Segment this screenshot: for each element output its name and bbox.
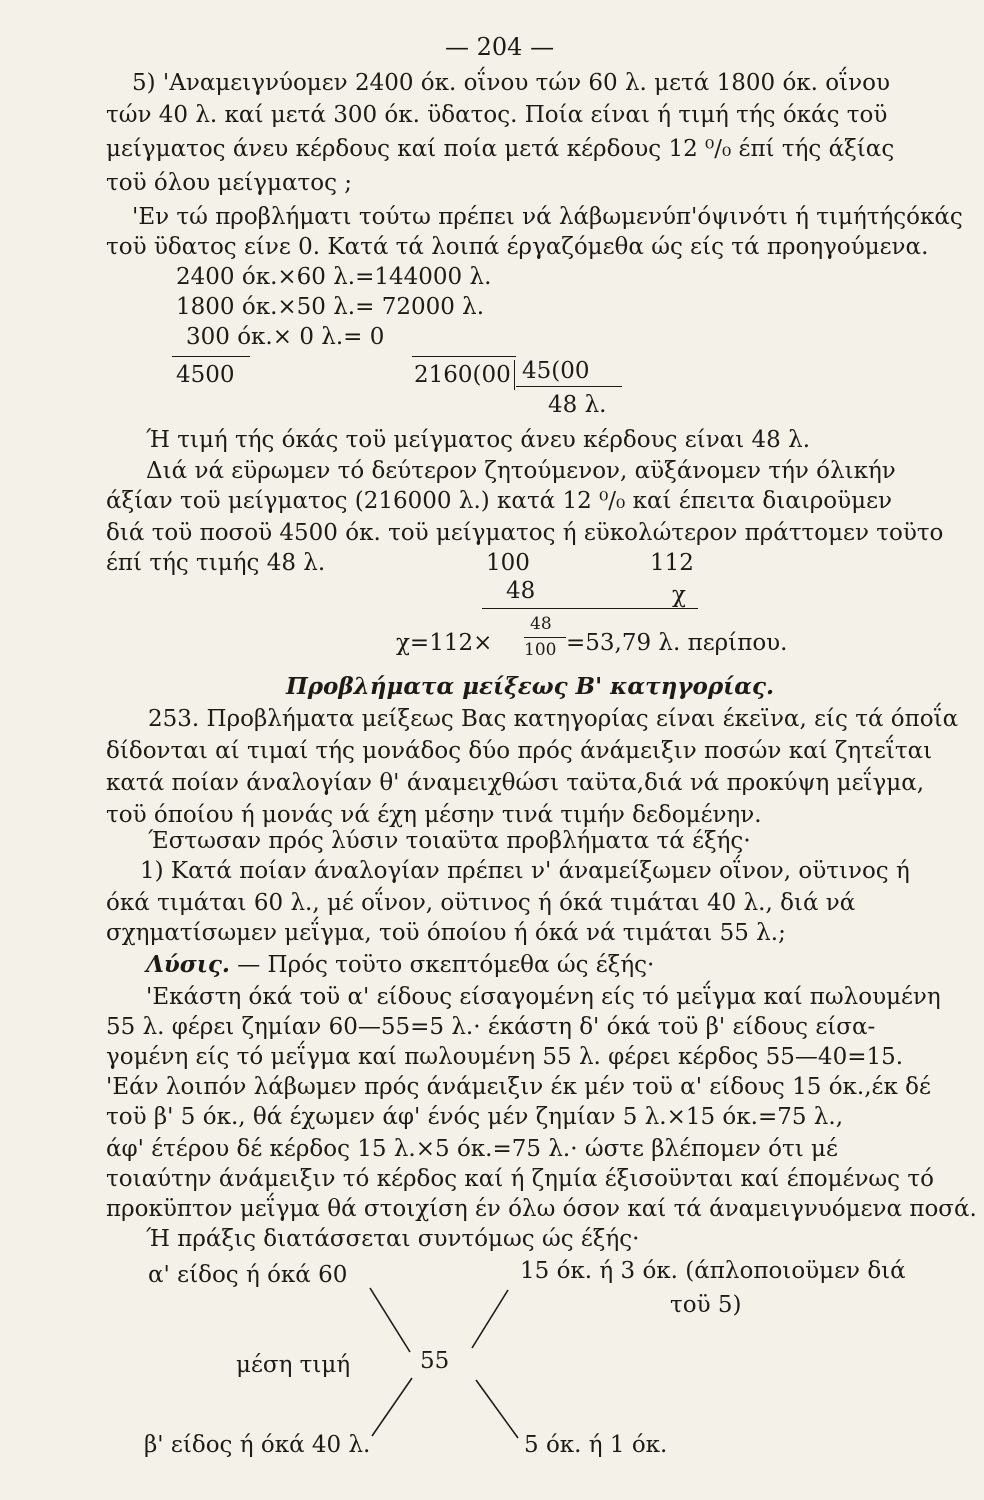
proportion-c: 48 <box>506 578 536 604</box>
text-line: 1) Κατά ποίαν άναλογίαν πρέπει ν' άναμείξωμεν οΐνον, οϋτινος ή <box>140 858 910 884</box>
cross-line-upper-left <box>370 1288 410 1352</box>
text-line: γομένη είς τό μεΐγμα καί πωλουμένη 55 λ. φέρει κέρδος 55—40=15. <box>106 1044 904 1070</box>
scheme-top-left: α' είδος ή όκά 60 <box>148 1262 348 1288</box>
formula-denominator: 100 <box>524 640 557 660</box>
scheme-top-right-cont: τοϋ 5) <box>670 1292 742 1318</box>
solution-label: Λύσις. <box>146 951 230 978</box>
text-line: 'Εάν λοιπόν λάβωμεν πρός άνάμειξιν έκ μέν τοϋ α' είδους 15 όκ.,έκ δέ <box>106 1074 931 1100</box>
division-divisor: 45(00 <box>522 358 590 384</box>
cross-line-lower-right <box>476 1380 518 1438</box>
calc-row: 2400 όκ.×60 λ.=144000 λ. <box>176 264 492 290</box>
text-line: διά τοϋ ποσοϋ 4500 όκ. τοϋ μείγματος ή εϋκολώτερον πράττομεν τοϋτο <box>106 520 944 546</box>
text-line: όκά τιμάται 60 λ., μέ οΐνον, οϋτινος ή όκά τιμάται 40 λ., διά νά <box>106 890 856 916</box>
scheme-middle-label: μέση τιμή <box>236 1352 351 1378</box>
text-line: Ή τιμή τής όκάς τοϋ μείγματος άνευ κέρδους είναι 48 λ. <box>146 427 811 453</box>
text-line: μείγματος άνευ κέρδους καί ποία μετά κέρδους 12 ⁰/₀ έπί τής άξίας <box>106 136 895 162</box>
text-line: τών 40 λ. καί μετά 300 όκ. ϋδατος. Ποία είναι ή τιμή τής όκάς τοϋ <box>106 102 888 128</box>
division-dividend: 2160(00 <box>414 362 511 388</box>
text-line: Διά νά εϋρωμεν τό δεύτερον ζητούμενον, αϋξάνομεν τήν όλικήν <box>146 458 896 484</box>
solution-intro: — Πρός τοϋτο σκεπτόμεθα ώς έξής· <box>229 952 655 978</box>
proportion-b: 112 <box>650 550 694 576</box>
total-quantity: 4500 <box>176 362 235 388</box>
scheme-top-right: 15 όκ. ή 3 όκ. (άπλοποιοϋμεν διά <box>520 1258 906 1284</box>
cross-line-lower-left <box>372 1378 412 1436</box>
calc-row: 1800 όκ.×50 λ.= 72000 λ. <box>176 294 485 320</box>
calc-row: 300 όκ.× 0 λ.= 0 <box>186 324 385 350</box>
text-line: τοϋ όποίου ή μονάς νά έχη μέσην τινά τιμήν δεδομένην. <box>106 802 762 828</box>
scheme-bottom-right: 5 όκ. ή 1 όκ. <box>524 1432 668 1458</box>
section-heading: Προβλήματα μείξεως Β' κατηγορίας. <box>286 673 774 700</box>
proportion-d: χ <box>672 582 686 608</box>
text-line: προκϋπτον μεΐγμα θά στοιχίση έν όλω όσον καί τά άναμειγνυόμενα ποσά. <box>106 1196 977 1222</box>
text-line: έπί τής τιμής 48 λ. <box>106 550 326 576</box>
text-line: κατά ποίαν άναλογίαν θ' άναμειχθώσι ταϋτα,διά νά προκύψη μεΐγμα, <box>106 770 925 796</box>
text-line: 5) 'Αναμειγνύομεν 2400 όκ. οΐνου τών 60 λ. μετά 1800 όκ. οΐνου <box>132 70 890 96</box>
text-line: άξίαν τοϋ μείγματος (216000 λ.) κατά 12 ⁰/₀ καί έπειτα διαιροϋμεν <box>106 488 892 514</box>
text-line: 55 λ. φέρει ζημίαν 60—55=5 λ.· έκάστη δ' όκά τοϋ β' είδους είσα- <box>106 1014 876 1040</box>
text-line: σχηματίσωμεν μεΐγμα, τοϋ όποίου ή όκά νά τιμάται 55 λ.; <box>106 920 786 946</box>
scheme-bottom-left: β' είδος ή όκά 40 λ. <box>144 1432 371 1458</box>
formula-numerator: 48 <box>530 614 552 634</box>
formula-right: =53,79 λ. περίπου. <box>566 630 788 656</box>
text-line: 'Εκάστη όκά τοϋ α' είδους είσαγομένη είς τό μεΐγμα καί πωλουμένη <box>146 984 941 1010</box>
text-line: τοιαύτην άνάμειξιν τό κέρδος καί ή ζημία έξισοϋνται καί έπομένως τό <box>106 1166 934 1192</box>
text-line: Ή πράξις διατάσσεται συντόμως ώς έξής· <box>146 1226 640 1252</box>
scheme-middle-value: 55 <box>420 1348 450 1374</box>
text-line: τοϋ όλου μείγματος ; <box>106 170 353 196</box>
text-line: Έστωσαν πρός λύσιν τοιαϋτα προβλήματα τά έξής· <box>148 828 751 854</box>
page-number: — 204 — <box>445 33 555 61</box>
text-line: 'Εν τώ προβλήματι τούτω πρέπει νά λάβωμενύπ'όψινότι ή τιμήτήςόκάς <box>132 204 963 230</box>
text-line: άφ' έτέρου δέ κέρδος 15 λ.×5 όκ.=75 λ.· ώστε βλέπομεν ότι μέ <box>106 1136 838 1162</box>
proportion-a: 100 <box>486 550 530 576</box>
text-line: δίδονται αί τιμαί τής μονάδος δύο πρός άνάμειξιν ποσών καί ζητεΐται <box>106 738 933 764</box>
text-line: 253. Προβλήματα μείξεως Βας κατηγορίας είναι έκεϊνα, είς τά όποΐα <box>148 706 959 732</box>
text-line: τοϋ ϋδατος είνε 0. Κατά τά λοιπά έργαζόμεθα ώς είς τά προηγούμενα. <box>106 234 929 260</box>
cross-line-upper-right <box>472 1290 508 1348</box>
division-quotient: 48 λ. <box>548 392 607 418</box>
formula-left: χ=112× <box>396 630 493 656</box>
text-line: τοϋ β' 5 όκ., θά έχωμεν άφ' ένός μέν ζημίαν 5 λ.×15 όκ.=75 λ., <box>106 1104 844 1130</box>
